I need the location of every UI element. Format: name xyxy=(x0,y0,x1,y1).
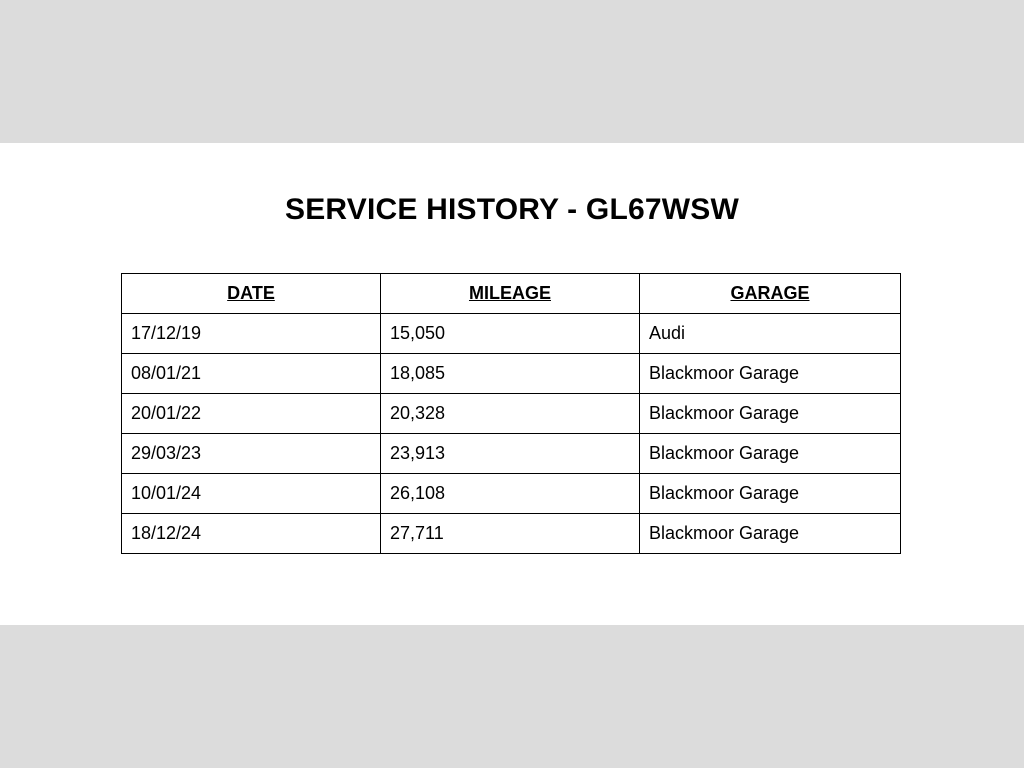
document-page xyxy=(0,143,1024,625)
service-history-table xyxy=(121,273,901,554)
table-row xyxy=(122,314,901,354)
top-background-band xyxy=(0,0,1024,143)
table-row xyxy=(122,474,901,514)
table-row xyxy=(122,434,901,474)
page-title: SERVICE HISTORY - GL67WSW xyxy=(285,193,739,226)
cell-date: 18/12/24 xyxy=(122,514,381,554)
bottom-background-band xyxy=(0,625,1024,768)
cell-garage: Audi xyxy=(640,314,901,354)
cell-mileage: 20,328 xyxy=(381,394,640,434)
cell-date: 17/12/19 xyxy=(122,314,381,354)
cell-garage: Blackmoor Garage xyxy=(640,354,901,394)
cell-garage: Blackmoor Garage xyxy=(640,394,901,434)
cell-mileage: 15,050 xyxy=(381,314,640,354)
cell-garage: Blackmoor Garage xyxy=(640,514,901,554)
cell-date: 10/01/24 xyxy=(122,474,381,514)
cell-garage: Blackmoor Garage xyxy=(640,434,901,474)
cell-garage: Blackmoor Garage xyxy=(640,474,901,514)
cell-date: 08/01/21 xyxy=(122,354,381,394)
table-header-row xyxy=(122,274,901,314)
cell-date: 29/03/23 xyxy=(122,434,381,474)
cell-mileage: 26,108 xyxy=(381,474,640,514)
cell-mileage: 18,085 xyxy=(381,354,640,394)
table-row xyxy=(122,354,901,394)
cell-date: 20/01/22 xyxy=(122,394,381,434)
column-header-garage: GARAGE xyxy=(640,274,901,314)
table-row xyxy=(122,394,901,434)
cell-mileage: 23,913 xyxy=(381,434,640,474)
cell-mileage: 27,711 xyxy=(381,514,640,554)
table-row xyxy=(122,514,901,554)
column-header-mileage: MILEAGE xyxy=(381,274,640,314)
column-header-date: DATE xyxy=(122,274,381,314)
